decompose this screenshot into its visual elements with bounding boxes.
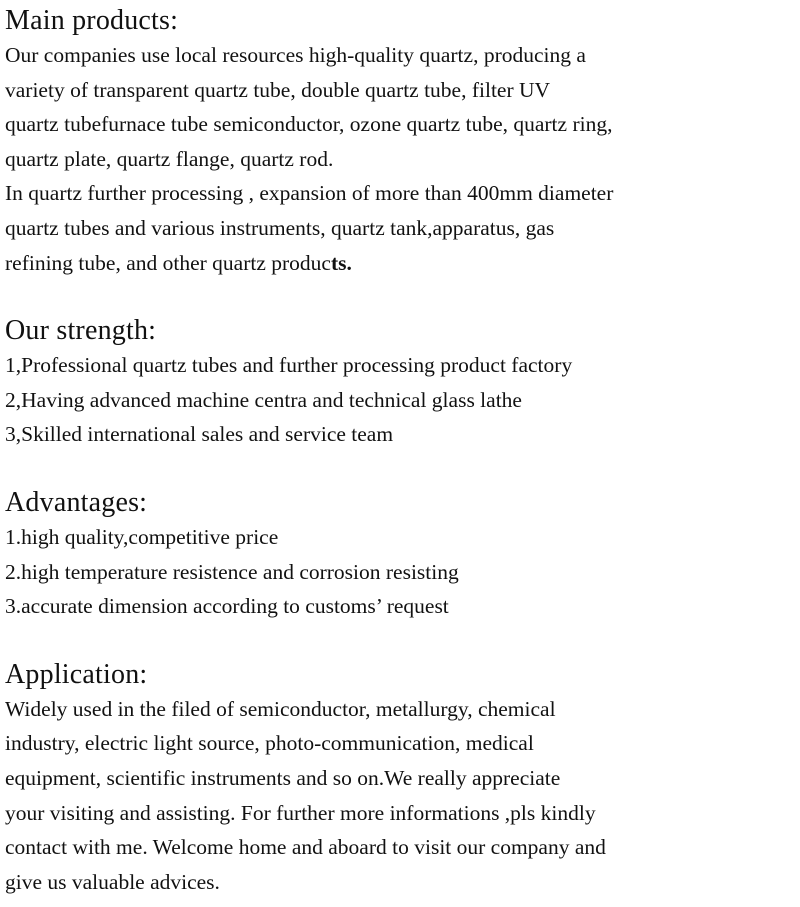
strength-item: 1,Professional quartz tubes and further processing product factory (5, 353, 573, 378)
main-products-line: Our companies use local resources high-quality quartz, producing a (5, 43, 586, 67)
application-section (5, 658, 800, 900)
application-heading: Application: (5, 658, 148, 690)
main-products-line: In quartz further processing , expansion of more than 400mm diameter (5, 181, 614, 206)
main-products-section (5, 4, 800, 280)
advantage-item: 1.high quality,competitive price (5, 524, 279, 549)
main-products-line: quartz plate, quartz flange, quartz rod. (5, 146, 334, 171)
main-products-last-line-start: refining tube, and other quartz produc (5, 250, 331, 275)
main-products-text (5, 38, 800, 280)
advantages-heading: Advantages: (5, 486, 148, 518)
main-products-heading: Main products: (5, 5, 179, 36)
advantage-item: 2.high temperature resistence and corrosion resisting (5, 559, 459, 584)
application-line: equipment, scientific instruments and so on.We really appreciate (5, 765, 561, 790)
application-line: give us valuable advices. (5, 869, 220, 894)
application-line: your visiting and assisting. For further more informations ,pls kindly (5, 800, 596, 825)
main-products-line: variety of transparent quartz tube, double quartz tube, filter UV (5, 77, 551, 102)
application-text (5, 692, 800, 900)
our-strength-list (5, 348, 800, 452)
main-products-line: quartz tubefurnace tube semiconductor, ozone quartz tube, quartz ring, (5, 112, 613, 137)
our-strength-section (5, 314, 800, 452)
advantages-section (5, 486, 800, 624)
our-strength-heading: Our strength: (5, 315, 157, 347)
strength-item: 3,Skilled international sales and service team (5, 422, 394, 447)
strength-item: 2,Having advanced machine centra and technical glass lathe (5, 387, 522, 412)
application-line: contact with me. Welcome home and aboard to visit our company and (5, 835, 606, 860)
advantages-list (5, 520, 800, 624)
application-line: Widely used in the filed of semiconductor, metallurgy, chemical (5, 696, 556, 721)
application-line: industry, electric light source, photo-communication, medical (5, 731, 534, 756)
advantage-item: 3.accurate dimension according to customs’ request (5, 594, 449, 619)
main-products-last-line (5, 246, 800, 281)
main-products-line: quartz tubes and various instruments, quartz tank,apparatus, gas (5, 215, 555, 240)
main-products-last-line-end: ts. (330, 250, 352, 275)
